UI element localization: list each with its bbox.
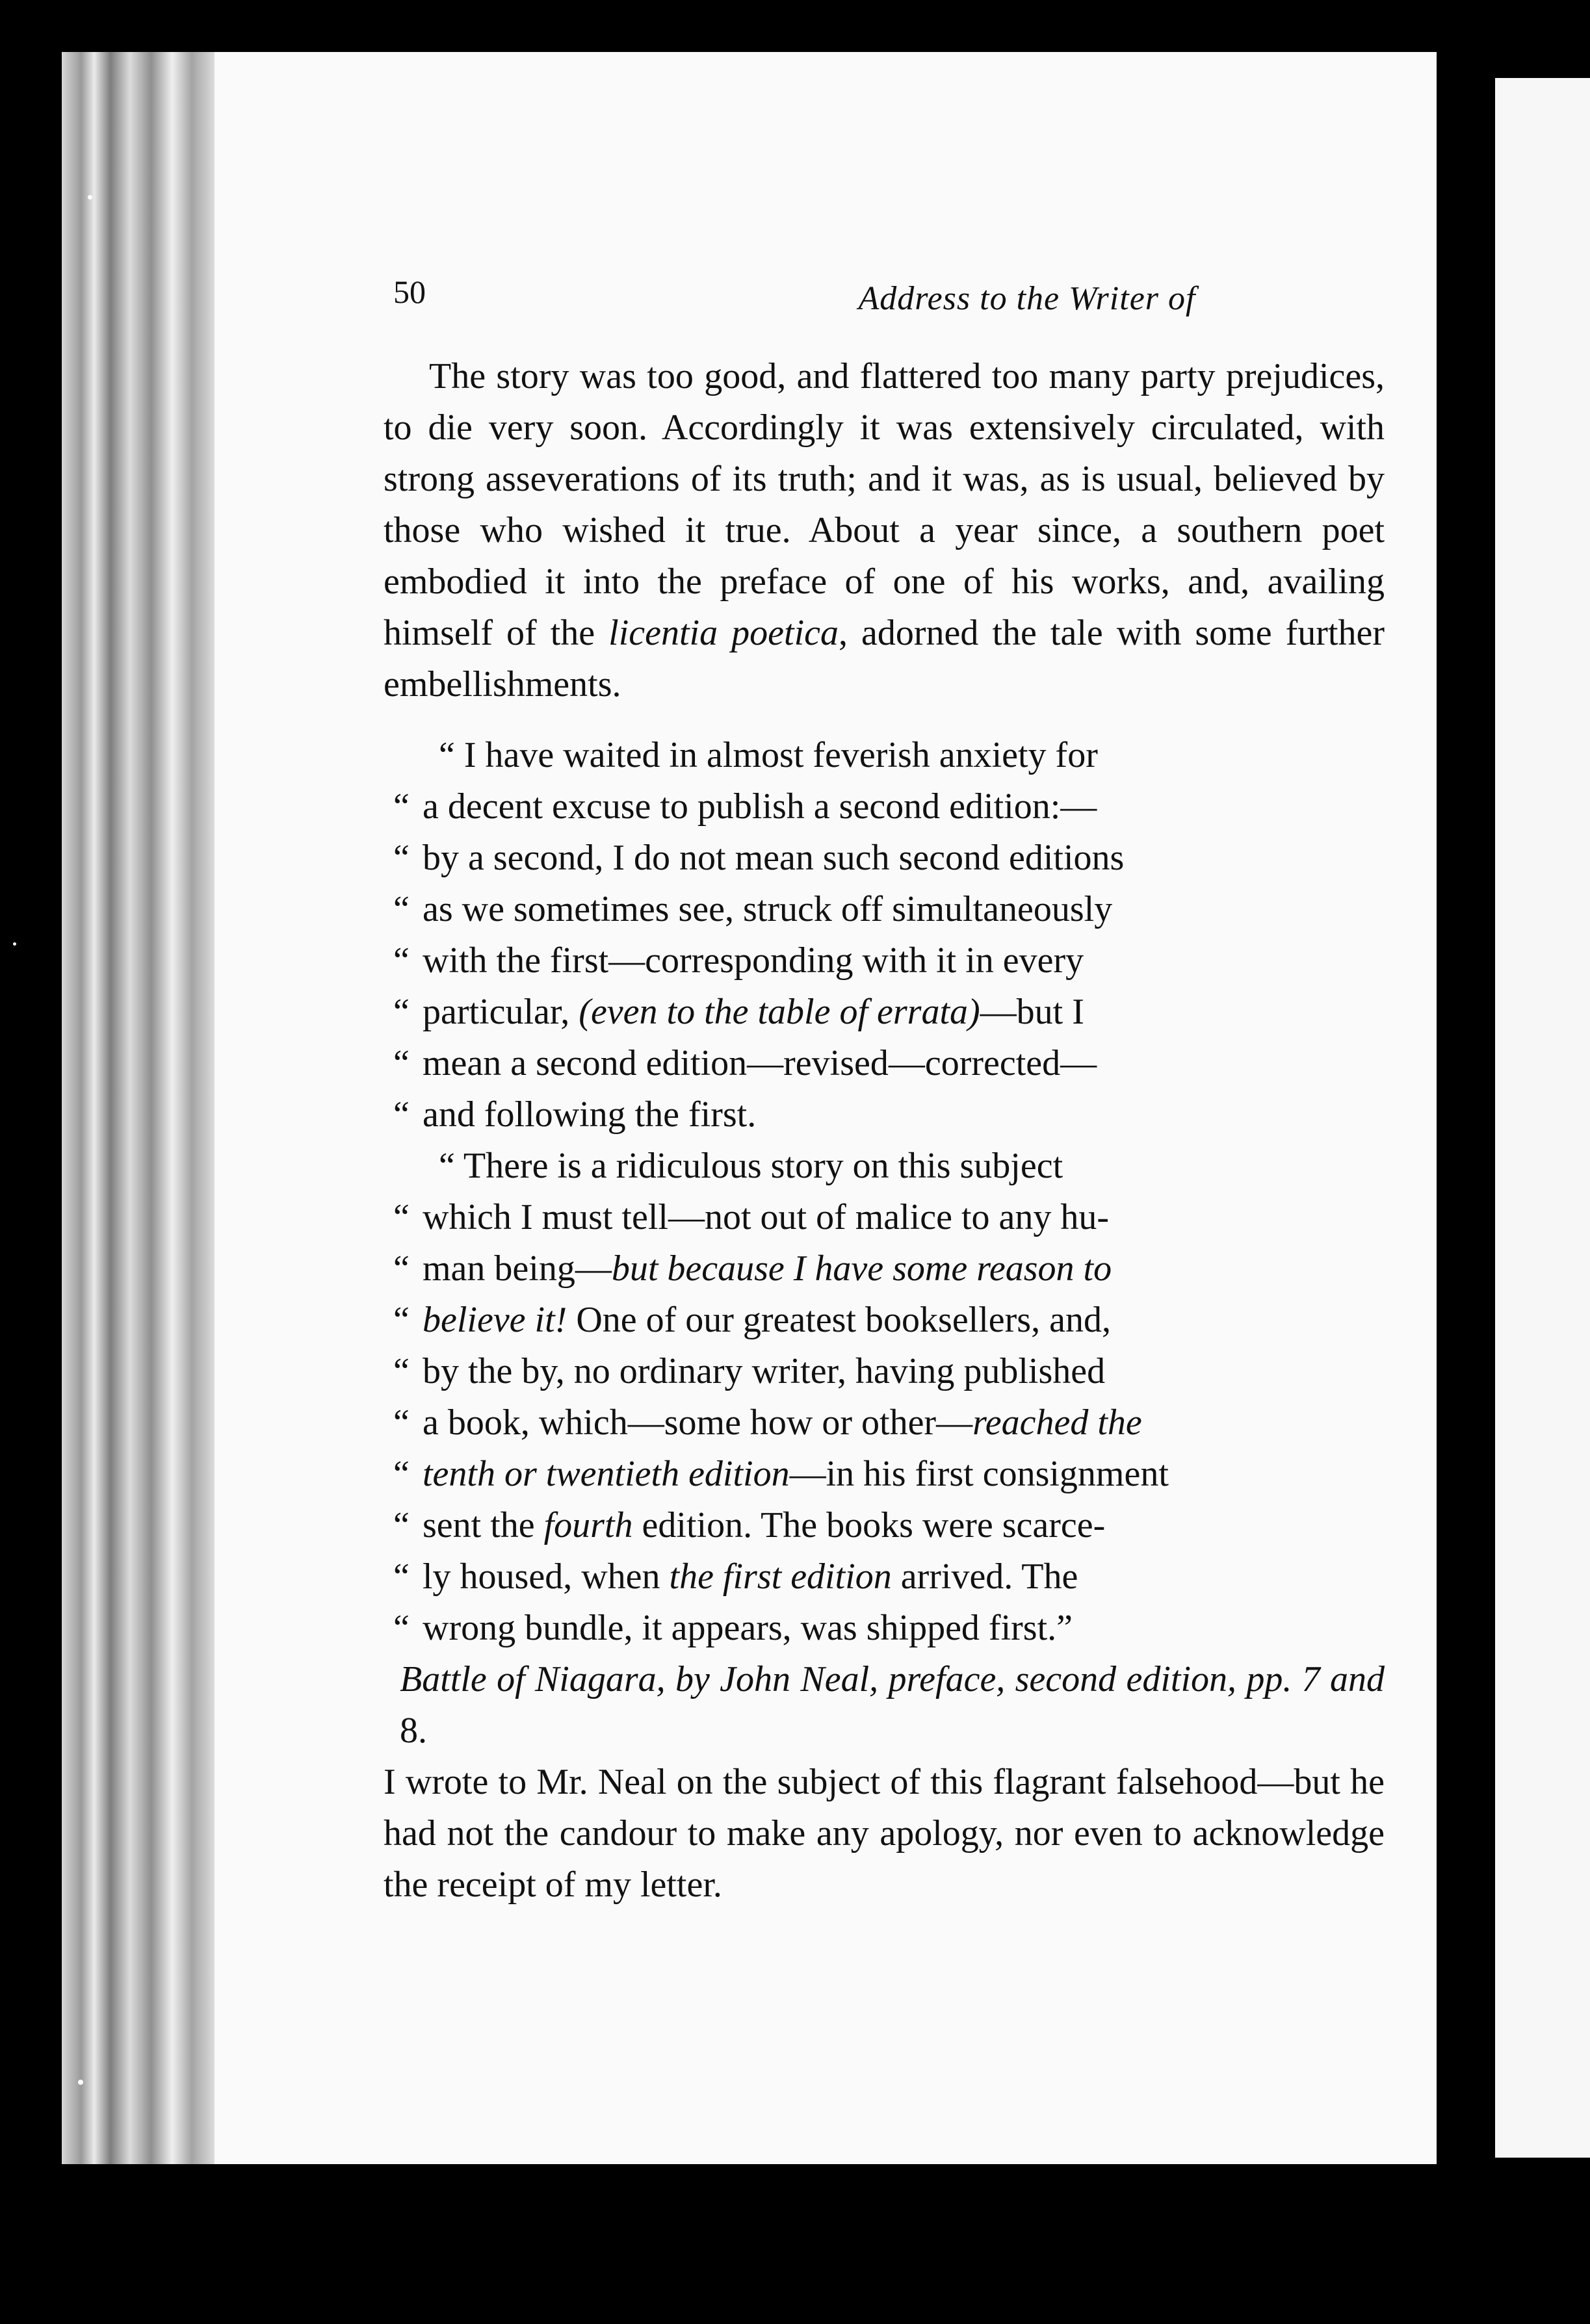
quote-line: “ tenth or twentieth edition—in his first consignment [393,1454,1169,1494]
quote-line: “ with the first—corresponding with it in every [393,940,1084,981]
quote-block-1 [384,730,1385,1141]
quote-line: “ a book, which—some how or other—reached the [393,1402,1142,1443]
facing-page-edge [1495,78,1590,2158]
page-number: 50 [393,274,426,310]
quote-line: “ and following the first. [393,1094,757,1135]
scan-speck [78,2080,83,2085]
quote-line: “ mean a second edition—revised—corrected— [393,1043,1097,1083]
paragraph-letter: I wrote to Mr. Neal on the subject of this flagrant falsehood—but he had not the candour to make any apology, nor even to acknowledge the receipt of my letter. [384,1762,1385,1905]
quote-line: “ as we sometimes see, struck off simultaneously [393,889,1113,929]
paragraph-story: The story was too good, and flattered too many party prejudices, to die very soon. Accordingly it was extensively circulated, with strong asseverations of its truth; and it was, as is usual, believed by those who wished it true. About a year since, a southern poet embodied it into the preface of one of his works, and, availing himself of the licentia poetica, adorned the tale with some further embellishments. [384,356,1385,704]
quote-line: “ wrong bundle, it appears, was shipped first.” [393,1608,1073,1648]
quote-line: “ which I must tell—not out of malice to any hu- [393,1197,1110,1237]
quote-line: “ believe it! One of our greatest booksellers, and, [393,1300,1111,1340]
running-head: Address to the Writer of [858,280,1196,317]
quote-line: “ by a second, I do not mean such second editions [393,838,1125,878]
quote-line: “ by the by, no ordinary writer, having published [393,1351,1106,1391]
quote-line: “ man being—but because I have some reason to [393,1248,1112,1289]
page-body [384,351,1385,1911]
quote-block-2 [384,1141,1385,1654]
scan-speck [13,942,16,946]
citation: Battle of Niagara, by John Neal, preface, second edition, pp. 7 and 8. [400,1659,1385,1751]
quote-line: “ I have waited in almost feverish anxiety for [439,735,1098,775]
quote-line: “ a decent excuse to publish a second edition:— [393,786,1097,827]
scan-speck [88,195,92,200]
page-edge-stack [62,52,224,2164]
page-header [215,273,1437,325]
quote-line: “ sent the fourth edition. The books were scarce- [393,1505,1106,1545]
quote-line: “ particular, (even to the table of errata)—but I [393,992,1084,1032]
book-page [215,52,1437,2164]
quote-line: “ ly housed, when the first edition arrived. The [393,1556,1078,1597]
quote-line: “ There is a ridiculous story on this subject [439,1146,1063,1186]
